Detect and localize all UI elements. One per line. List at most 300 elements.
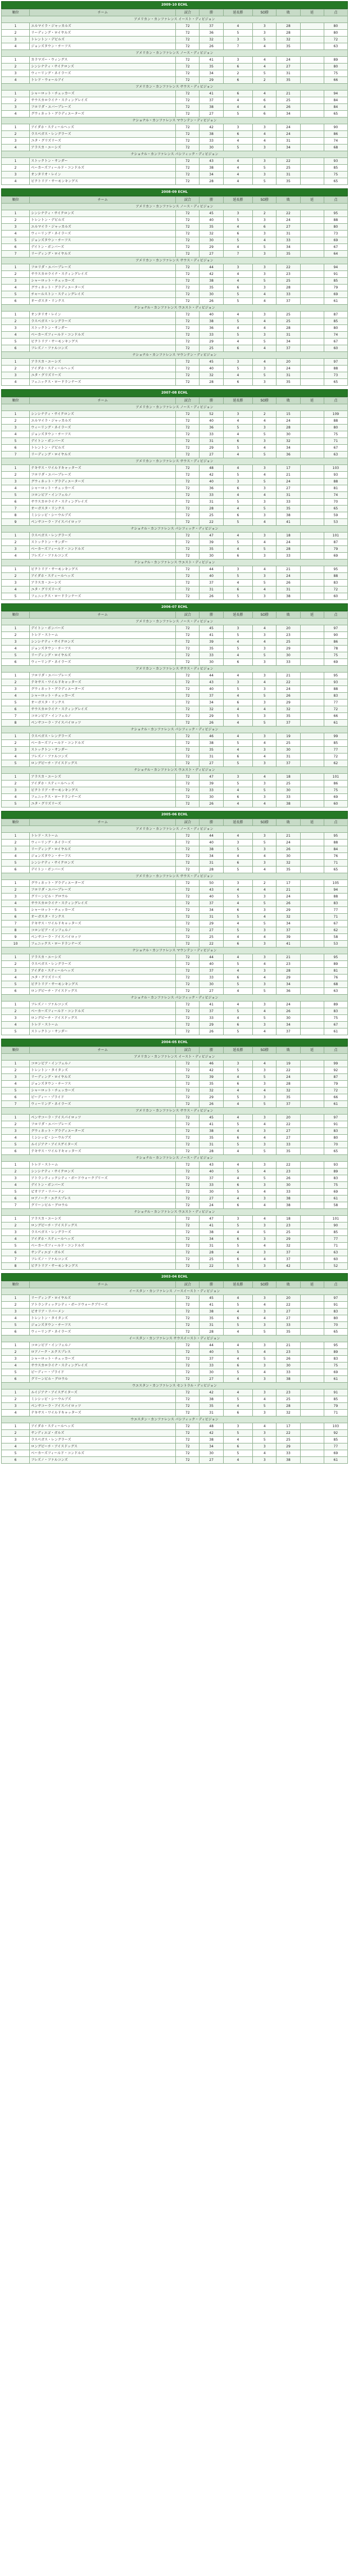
ot-wins-cell: 4: [223, 968, 252, 975]
ot-wins-cell: 5: [223, 914, 252, 921]
column-header: 点: [324, 10, 347, 16]
points-cell: 61: [324, 1195, 347, 1202]
division-row: [2, 826, 348, 833]
team-name: サウスカロライナ・スティングレイズ: [30, 499, 176, 506]
points-cell: 66: [324, 77, 347, 84]
team-name: ベーカーズフィールド・コンドルズ: [30, 1450, 176, 1457]
ot-cell: [300, 981, 324, 988]
games-cell: 72: [176, 1396, 200, 1403]
header-row: [2, 1047, 348, 1054]
table-row: [2, 1457, 348, 1464]
rank-cell: 1: [2, 1389, 30, 1396]
table-row: [2, 217, 348, 224]
rank-cell: 1: [2, 1423, 30, 1430]
ot-wins-cell: 6: [223, 941, 252, 948]
games-cell: 72: [176, 445, 200, 452]
so-wins-cell: 3: [253, 145, 277, 151]
so-wins-cell: 3: [253, 781, 277, 787]
wins-cell: 25: [200, 512, 223, 519]
rank-cell: 8: [2, 927, 30, 934]
points-cell: 97: [324, 1115, 347, 1121]
table-row: [2, 1309, 348, 1315]
table-row: [2, 794, 348, 801]
ot-wins-cell: 4: [223, 533, 252, 539]
ot-cell: [300, 673, 324, 679]
table-row: [2, 43, 348, 50]
losses-cell: 26: [277, 580, 300, 587]
losses-cell: 28: [277, 30, 300, 37]
games-cell: 72: [176, 178, 200, 185]
ot-cell: [300, 968, 324, 975]
ot-cell: [300, 217, 324, 224]
games-cell: 72: [176, 519, 200, 526]
ot-cell: [300, 210, 324, 217]
rank-cell: 3: [2, 224, 30, 231]
points-cell: 83: [324, 1008, 347, 1015]
so-wins-cell: 2: [253, 880, 277, 887]
ot-wins-cell: 3: [223, 679, 252, 686]
rank-cell: 4: [2, 693, 30, 700]
so-wins-cell: 4: [253, 801, 277, 807]
rank-cell: 2: [2, 1008, 30, 1015]
ot-cell: [300, 846, 324, 853]
points-cell: 75: [324, 1015, 347, 1022]
ot-cell: [300, 975, 324, 981]
ot-cell: [300, 593, 324, 600]
wins-cell: 48: [200, 1423, 223, 1430]
rank-cell: 4: [2, 431, 30, 438]
team-name: オーガスタ・リンクス: [30, 914, 176, 921]
ot-cell: [300, 325, 324, 332]
table-row: [2, 787, 348, 794]
ot-wins-cell: 3: [223, 479, 252, 485]
rank-cell: 10: [2, 941, 30, 948]
table-row: [2, 91, 348, 97]
so-wins-cell: 4: [253, 1061, 277, 1067]
table-row: [2, 587, 348, 593]
rank-cell: 1: [2, 23, 30, 30]
column-header: 延長勝: [223, 1047, 252, 1054]
ot-cell: [300, 1356, 324, 1363]
season-title: 2005-06 ECHL: [1, 811, 348, 819]
ot-wins-cell: 5: [223, 298, 252, 305]
losses-cell: 41: [277, 941, 300, 948]
points-cell: 65: [324, 178, 347, 185]
table-row: [2, 418, 348, 425]
so-wins-cell: 4: [253, 587, 277, 593]
wins-cell: 26: [200, 1101, 223, 1108]
games-cell: 72: [176, 465, 200, 472]
ot-cell: [300, 961, 324, 968]
table-row: [2, 1148, 348, 1155]
losses-cell: 24: [277, 573, 300, 580]
games-cell: 72: [176, 625, 200, 632]
rank-cell: 3: [2, 479, 30, 485]
games-cell: 72: [176, 1256, 200, 1263]
table-row: [2, 1135, 348, 1142]
games-cell: 72: [176, 1015, 200, 1022]
games-cell: 72: [176, 1236, 200, 1243]
ot-cell: [300, 30, 324, 37]
so-wins-cell: 4: [253, 345, 277, 352]
games-cell: 72: [176, 1148, 200, 1155]
ot-wins-cell: 4: [223, 900, 252, 907]
header-row: [2, 197, 348, 204]
ot-wins-cell: 3: [223, 411, 252, 418]
so-wins-cell: 4: [253, 1256, 277, 1263]
ot-cell: [300, 954, 324, 961]
so-wins-cell: 3: [253, 1222, 277, 1229]
rank-cell: 7: [2, 1101, 30, 1108]
rank-cell: 2: [2, 271, 30, 278]
rank-cell: 4: [2, 1135, 30, 1142]
rank-cell: 1: [2, 533, 30, 539]
ot-cell: [300, 1389, 324, 1396]
division-name: イースタン・カンファレンス サウスイースト・ディビジョン: [2, 1336, 348, 1342]
rank-cell: 5: [2, 593, 30, 600]
division-row: [2, 84, 348, 91]
team-name: ジョンズタウン・チーフス: [30, 237, 176, 244]
table-row: [2, 1015, 348, 1022]
so-wins-cell: 3: [253, 573, 277, 580]
rank-cell: 7: [2, 1256, 30, 1263]
games-cell: 72: [176, 472, 200, 479]
team-name: リーディング・ロイヤルズ: [30, 846, 176, 853]
ot-wins-cell: 5: [223, 713, 252, 720]
losses-cell: 28: [277, 968, 300, 975]
team-name: テキサス・ワイルドキャッターズ: [30, 1148, 176, 1155]
rank-cell: 8: [2, 1263, 30, 1270]
so-wins-cell: 3: [253, 713, 277, 720]
so-wins-cell: 5: [253, 1015, 277, 1022]
games-cell: 72: [176, 339, 200, 345]
team-name: アイダホ・スティールヘッズ: [30, 124, 176, 131]
rank-cell: 6: [2, 345, 30, 352]
wins-cell: 37: [200, 23, 223, 30]
losses-cell: 31: [277, 138, 300, 145]
games-cell: 72: [176, 77, 200, 84]
points-cell: 87: [324, 312, 347, 318]
losses-cell: 35: [277, 867, 300, 873]
points-cell: 90: [324, 124, 347, 131]
ot-cell: [300, 224, 324, 231]
ot-wins-cell: 5: [223, 318, 252, 325]
team-name: デイトン・ボンバーズ: [30, 438, 176, 445]
points-cell: 63: [324, 43, 347, 50]
team-name: ペンサコーラ・アイスパイロッツ: [30, 720, 176, 727]
ot-wins-cell: 4: [223, 1088, 252, 1094]
points-cell: 83: [324, 1175, 347, 1182]
ot-wins-cell: 4: [223, 1001, 252, 1008]
wins-cell: 25: [200, 1256, 223, 1263]
points-cell: 53: [324, 941, 347, 948]
season-title: 2006-07 ECHL: [1, 603, 348, 611]
team-name: ロアノーク・エクスプレス: [30, 1195, 176, 1202]
rank-cell: 5: [2, 981, 30, 988]
column-header: 順位: [2, 612, 30, 619]
ot-cell: [300, 781, 324, 787]
ot-wins-cell: 4: [223, 138, 252, 145]
ot-cell: [300, 1243, 324, 1249]
points-cell: 83: [324, 1128, 347, 1135]
games-cell: 72: [176, 1295, 200, 1302]
division-name: アメリカン・カンファレンス サウス・ディビジョン: [2, 258, 348, 264]
table-row: [2, 921, 348, 927]
table-row: [2, 1403, 348, 1410]
games-cell: 72: [176, 646, 200, 652]
wins-cell: 28: [200, 867, 223, 873]
points-cell: 89: [324, 961, 347, 968]
losses-cell: 24: [277, 418, 300, 425]
wins-cell: 40: [200, 961, 223, 968]
ot-cell: [300, 64, 324, 70]
points-cell: 86: [324, 639, 347, 646]
points-cell: 60: [324, 801, 347, 807]
table-row: [2, 1229, 348, 1236]
points-cell: 79: [324, 1081, 347, 1088]
table-row: [2, 968, 348, 975]
so-wins-cell: 3: [253, 846, 277, 853]
wins-cell: 45: [200, 210, 223, 217]
wins-cell: 37: [200, 1175, 223, 1182]
points-cell: 88: [324, 479, 347, 485]
losses-cell: 28: [277, 1081, 300, 1088]
points-cell: 61: [324, 1376, 347, 1383]
rank-cell: 7: [2, 452, 30, 458]
losses-cell: 29: [277, 700, 300, 706]
ot-wins-cell: 5: [223, 781, 252, 787]
column-header: 敗: [277, 612, 300, 619]
wins-cell: 31: [200, 1322, 223, 1329]
ot-cell: [300, 1008, 324, 1015]
games-cell: 72: [176, 740, 200, 747]
wins-cell: 45: [200, 359, 223, 366]
rank-cell: 1: [2, 124, 30, 131]
table-row: [2, 1437, 348, 1443]
team-name: ロングビーチ・アイスドッグス: [30, 1443, 176, 1450]
table-row: [2, 833, 348, 840]
points-cell: 80: [324, 224, 347, 231]
team-name: アイダホ・スティールヘッズ: [30, 781, 176, 787]
wins-cell: 31: [200, 1410, 223, 1416]
division-row: [2, 151, 348, 158]
ot-cell: [300, 566, 324, 573]
points-cell: 91: [324, 271, 347, 278]
ot-wins-cell: 3: [223, 1423, 252, 1430]
column-header: 順位: [2, 819, 30, 826]
so-wins-cell: 2: [253, 411, 277, 418]
points-cell: 70: [324, 1322, 347, 1329]
wins-cell: 32: [200, 1088, 223, 1094]
ot-wins-cell: 6: [223, 553, 252, 560]
team-name: グウィネット・グラディエーターズ: [30, 686, 176, 693]
points-cell: 83: [324, 900, 347, 907]
so-wins-cell: 3: [253, 1249, 277, 1256]
rank-cell: 6: [2, 659, 30, 666]
team-name: カラマズー・ウィングス: [30, 57, 176, 64]
losses-cell: 22: [277, 158, 300, 165]
points-cell: 86: [324, 781, 347, 787]
points-cell: 68: [324, 145, 347, 151]
games-cell: 72: [176, 840, 200, 846]
ot-wins-cell: 4: [223, 339, 252, 345]
rank-cell: 6: [2, 244, 30, 251]
games-cell: 72: [176, 1229, 200, 1236]
rank-cell: 5: [2, 339, 30, 345]
losses-cell: 19: [277, 1061, 300, 1067]
rank-cell: 4: [2, 1410, 30, 1416]
points-cell: 67: [324, 339, 347, 345]
losses-cell: 22: [277, 1430, 300, 1437]
team-name: アラスカ・エーシズ: [30, 580, 176, 587]
rank-cell: 6: [2, 914, 30, 921]
ot-cell: [300, 345, 324, 352]
ot-wins-cell: 4: [223, 720, 252, 727]
wins-cell: 27: [200, 927, 223, 934]
losses-cell: 32: [277, 706, 300, 713]
team-name: アイダホ・スティールヘッズ: [30, 968, 176, 975]
ot-cell: [300, 499, 324, 506]
table-row: [2, 566, 348, 573]
team-name: オーガスタ・リンクス: [30, 506, 176, 512]
wins-cell: 34: [200, 853, 223, 860]
ot-wins-cell: 6: [223, 907, 252, 914]
so-wins-cell: 3: [253, 1128, 277, 1135]
points-cell: 71: [324, 914, 347, 921]
losses-cell: 33: [277, 291, 300, 298]
games-cell: 72: [176, 860, 200, 867]
ot-wins-cell: 5: [223, 111, 252, 118]
so-wins-cell: 4: [253, 975, 277, 981]
ot-wins-cell: 6: [223, 77, 252, 84]
points-cell: 78: [324, 646, 347, 652]
games-cell: 72: [176, 325, 200, 332]
wins-cell: 27: [200, 251, 223, 258]
wins-cell: 37: [200, 97, 223, 104]
games-cell: 72: [176, 1249, 200, 1256]
wins-cell: 37: [200, 968, 223, 975]
losses-cell: 41: [277, 519, 300, 526]
ot-cell: [300, 1028, 324, 1035]
ot-cell: [300, 1142, 324, 1148]
rank-cell: 3: [2, 1128, 30, 1135]
points-cell: 77: [324, 1443, 347, 1450]
points-cell: 84: [324, 846, 347, 853]
wins-cell: 43: [200, 1162, 223, 1169]
rank-cell: 5: [2, 492, 30, 499]
so-wins-cell: 4: [253, 853, 277, 860]
points-cell: 65: [324, 867, 347, 873]
ot-cell: [300, 251, 324, 258]
ot-wins-cell: 4: [223, 853, 252, 860]
games-cell: 72: [176, 172, 200, 178]
games-cell: 72: [176, 318, 200, 325]
ot-wins-cell: 6: [223, 285, 252, 291]
wins-cell: 33: [200, 652, 223, 659]
wins-cell: 28: [200, 178, 223, 185]
team-name: ペンサコーラ・アイスパイロッツ: [30, 1403, 176, 1410]
table-row: [2, 539, 348, 546]
table-row: [2, 625, 348, 632]
ot-cell: [300, 278, 324, 285]
column-header: チーム: [30, 1047, 176, 1054]
wins-cell: 44: [200, 954, 223, 961]
games-cell: 72: [176, 546, 200, 553]
so-wins-cell: 5: [253, 1356, 277, 1363]
rank-cell: 5: [2, 860, 30, 867]
games-cell: 72: [176, 485, 200, 492]
wins-cell: 30: [200, 553, 223, 560]
so-wins-cell: 3: [253, 438, 277, 445]
table-row: [2, 431, 348, 438]
ot-cell: [300, 1074, 324, 1081]
ot-cell: [300, 880, 324, 887]
points-cell: 72: [324, 37, 347, 43]
ot-cell: [300, 1148, 324, 1155]
wins-cell: 29: [200, 713, 223, 720]
team-name: ウィーリング・ネイラーズ: [30, 425, 176, 431]
ot-wins-cell: 4: [223, 1356, 252, 1363]
ot-wins-cell: 5: [223, 593, 252, 600]
table-row: [2, 1410, 348, 1416]
ot-cell: [300, 372, 324, 379]
wins-cell: 37: [200, 1008, 223, 1015]
games-cell: 72: [176, 111, 200, 118]
table-row: [2, 425, 348, 431]
losses-cell: 24: [277, 1001, 300, 1008]
rank-cell: 6: [2, 1457, 30, 1464]
so-wins-cell: 4: [253, 43, 277, 50]
table-row: [2, 1128, 348, 1135]
ot-cell: [300, 639, 324, 646]
team-name: コロンビア・インフェルノ: [30, 1061, 176, 1067]
wins-cell: 33: [200, 431, 223, 438]
points-cell: 63: [324, 1249, 347, 1256]
ot-wins-cell: 4: [223, 244, 252, 251]
points-cell: 79: [324, 1403, 347, 1410]
wins-cell: 26: [200, 298, 223, 305]
so-wins-cell: 3: [253, 231, 277, 237]
losses-cell: 30: [277, 431, 300, 438]
table-row: [2, 244, 348, 251]
season-title: 2004-05 ECHL: [1, 1039, 348, 1046]
team-name: リーディング・ロイヤルズ: [30, 30, 176, 37]
losses-cell: 29: [277, 646, 300, 652]
table-row: [2, 679, 348, 686]
team-name: フェニックス・ロードランナーズ: [30, 379, 176, 386]
so-wins-cell: 3: [253, 1295, 277, 1302]
losses-cell: 33: [277, 1322, 300, 1329]
so-wins-cell: 3: [253, 894, 277, 900]
games-cell: 72: [176, 639, 200, 646]
games-cell: 72: [176, 165, 200, 172]
ot-cell: [300, 1342, 324, 1349]
team-name: ロングビーチ・アイスドッグス: [30, 988, 176, 995]
rank-cell: 4: [2, 77, 30, 84]
team-name: ビクトリア・サーモンキングス: [30, 787, 176, 794]
games-cell: 72: [176, 539, 200, 546]
games-cell: 72: [176, 1216, 200, 1222]
losses-cell: 25: [277, 97, 300, 104]
points-cell: 88: [324, 894, 347, 900]
ot-wins-cell: 4: [223, 104, 252, 111]
games-cell: 72: [176, 1202, 200, 1209]
rank-cell: 3: [2, 1356, 30, 1363]
so-wins-cell: 4: [253, 1450, 277, 1457]
column-header: 延: [300, 398, 324, 404]
so-wins-cell: 3: [253, 312, 277, 318]
so-wins-cell: 3: [253, 217, 277, 224]
